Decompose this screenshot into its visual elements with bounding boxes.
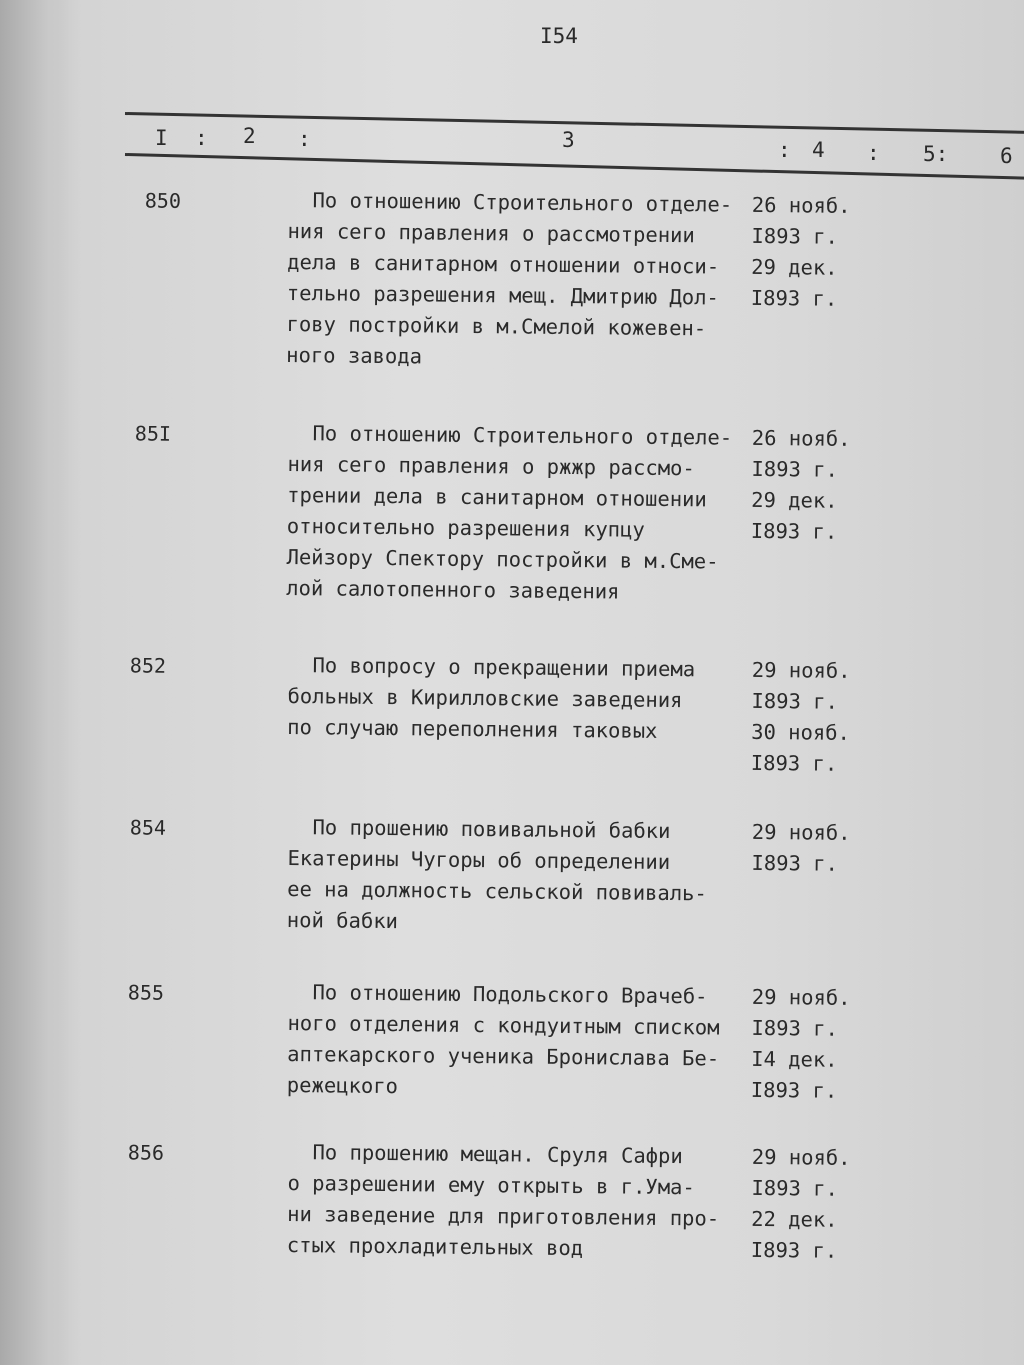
entry-text: режецкого bbox=[286, 1073, 399, 1099]
table-row bbox=[0, 418, 1024, 615]
table-row bbox=[0, 977, 1024, 1112]
entry-text: лой салотопенного заведения bbox=[286, 576, 620, 604]
entry-text: трении дела в санитарном отношении bbox=[287, 483, 707, 512]
entry-text: Екатерины Чугоры об определении bbox=[287, 846, 671, 875]
entry-date: 26 нояб. bbox=[751, 425, 851, 451]
entry-date: 29 нояб. bbox=[751, 819, 851, 845]
entry-number: 855 bbox=[127, 980, 165, 1005]
entry-text: ее на должность сельской повиваль- bbox=[287, 877, 707, 906]
entry-text: Лейзору Спектору постройки в м.Сме- bbox=[286, 545, 719, 574]
entry-date: I893 г. bbox=[750, 285, 838, 311]
header-rule-bottom bbox=[125, 153, 1024, 180]
col-header-5: 5: bbox=[923, 142, 949, 166]
entry-date: 22 дек. bbox=[751, 1206, 838, 1232]
col-header-2: 2 bbox=[243, 124, 256, 148]
entry-date: I893 г. bbox=[751, 1175, 839, 1201]
entry-date: I893 г. bbox=[750, 1077, 838, 1103]
col-header-6: 6 bbox=[1000, 144, 1013, 168]
entry-text: дела в санитарном отношении относи- bbox=[287, 250, 720, 279]
col-header-1: I bbox=[155, 126, 168, 150]
col-header-3: 3 bbox=[562, 128, 575, 152]
entry-text: По отношению Строительного отделе- bbox=[287, 421, 733, 450]
entry-date: I893 г. bbox=[751, 850, 839, 876]
entry-date: I893 г. bbox=[750, 518, 838, 544]
table-row bbox=[0, 1137, 1024, 1272]
table-row bbox=[0, 812, 1024, 947]
entry-text: ной бабки bbox=[286, 908, 399, 934]
entry-number: 85I bbox=[134, 421, 172, 446]
entry-date: 29 дек. bbox=[751, 254, 838, 280]
entry-text: гову постройки в м.Смелой кожевен- bbox=[286, 312, 707, 341]
entry-date: I893 г. bbox=[751, 688, 839, 714]
entry-text: аптекарского ученика Бронислава Бе- bbox=[287, 1042, 720, 1071]
col-header-4: 4 bbox=[812, 138, 825, 162]
entry-text: По отношению Строительного отделе- bbox=[287, 188, 733, 217]
col-sep: : bbox=[867, 141, 880, 165]
entry-text: По прошению повивальной бабки bbox=[287, 815, 671, 844]
entry-date: 29 нояб. bbox=[751, 1144, 851, 1170]
entry-number: 856 bbox=[127, 1140, 165, 1165]
entry-text: По отношению Подольского Врачеб- bbox=[287, 980, 708, 1009]
entry-date: I4 дек. bbox=[751, 1046, 838, 1072]
entry-date: 29 нояб. bbox=[751, 984, 851, 1010]
entry-date: 26 нояб. bbox=[751, 192, 851, 218]
table-row bbox=[0, 650, 1024, 785]
entry-date: I893 г. bbox=[750, 1237, 838, 1263]
entry-text: стых прохладительных вод bbox=[286, 1233, 584, 1261]
entry-text: тельно разрешения мещ. Дмитрию Дол- bbox=[286, 281, 719, 310]
col-sep: : bbox=[195, 126, 208, 150]
page-number: I54 bbox=[540, 24, 578, 48]
entry-number: 850 bbox=[144, 188, 182, 213]
entry-date: 30 нояб. bbox=[751, 719, 851, 745]
col-sep: : bbox=[778, 138, 791, 162]
entry-date: I893 г. bbox=[751, 223, 839, 249]
entry-number: 854 bbox=[129, 815, 167, 840]
entry-text: о разрешении ему открыть в г.Ума- bbox=[287, 1171, 695, 1200]
entry-text: по случаю переполнения таковых bbox=[287, 715, 658, 743]
entry-date: I893 г. bbox=[751, 456, 839, 482]
entry-date: I893 г. bbox=[751, 1015, 839, 1041]
col-sep: : bbox=[298, 127, 311, 151]
entry-date: 29 дек. bbox=[751, 487, 838, 513]
entry-number: 852 bbox=[129, 653, 167, 678]
entry-date: I893 г. bbox=[750, 750, 838, 776]
entry-text: По прошению мещан. Сруля Сафри bbox=[287, 1140, 683, 1169]
entry-text: больных в Кирилловские заведения bbox=[287, 684, 683, 713]
entry-text: По вопросу о прекращении приема bbox=[287, 653, 696, 682]
table-row bbox=[0, 185, 1024, 382]
entry-text: ния сего правления о рассмотрении bbox=[287, 219, 695, 248]
entry-text: относительно разрешения купцу bbox=[286, 514, 645, 542]
entry-text: ни заведение для приготовления про- bbox=[287, 1202, 720, 1231]
entry-text: ного отделения с кондуитным списком bbox=[287, 1011, 720, 1040]
entry-text: ния сего правления о ржжр рассмо- bbox=[287, 452, 695, 481]
entry-text: ного завода bbox=[286, 343, 423, 369]
entry-date: 29 нояб. bbox=[751, 657, 851, 683]
